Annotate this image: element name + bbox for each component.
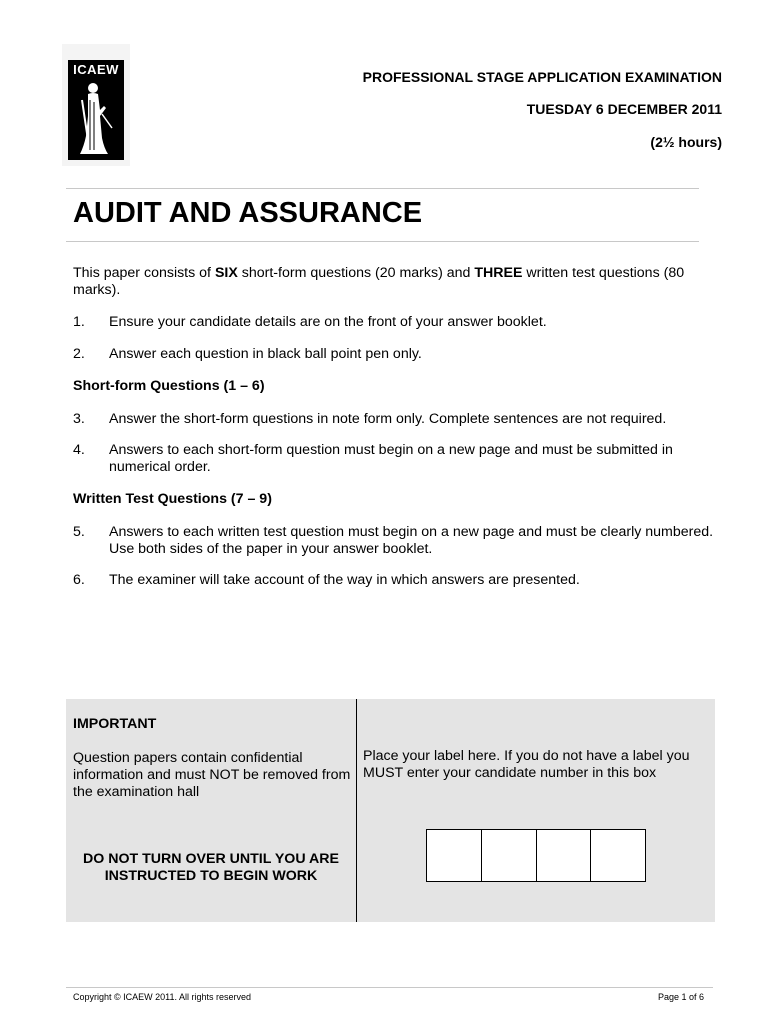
instruction-text: Answer the short-form questions in note form only. Complete sentences are not required. bbox=[109, 411, 667, 427]
important-heading: IMPORTANT bbox=[73, 716, 157, 732]
intro-text-2: short-form questions (20 marks) and bbox=[237, 265, 475, 281]
candidate-number-boxes bbox=[426, 829, 646, 882]
do-not-turn-over-warning: DO NOT TURN OVER UNTIL YOU ARE INSTRUCTED TO BEGIN WORK bbox=[83, 851, 339, 884]
paper-title: AUDIT AND ASSURANCE bbox=[73, 197, 423, 229]
instruction-number: 6. bbox=[73, 572, 85, 588]
instruction-text: Answers to each written test question must begin on a new page and must be clearly numbered. Use both sides of the paper in your answer booklet. bbox=[109, 524, 714, 557]
icaew-logo bbox=[62, 44, 130, 166]
intro-text-1: This paper consists of bbox=[73, 265, 215, 281]
intro-paragraph bbox=[73, 265, 723, 299]
box-divider bbox=[356, 699, 357, 922]
label-instructions: Place your label here. If you do not have a label you MUST enter your candidate number in this box bbox=[363, 748, 690, 781]
intro-six: SIX bbox=[214, 265, 238, 281]
intro-three: THREE bbox=[474, 265, 523, 281]
instruction-text: Answer each question in black ball point pen only. bbox=[109, 346, 422, 362]
figure-emblem-icon bbox=[76, 80, 116, 158]
important-box bbox=[66, 699, 715, 922]
candidate-digit-field[interactable] bbox=[427, 830, 482, 881]
page-number: Page 1 of 6 bbox=[657, 992, 704, 1002]
instruction-text: Ensure your candidate details are on the front of your answer booklet. bbox=[109, 314, 547, 330]
title-rule-top bbox=[66, 188, 699, 189]
exam-name: PROFESSIONAL STAGE APPLICATION EXAMINATION bbox=[362, 69, 722, 85]
logo-panel bbox=[68, 60, 124, 160]
short-form-heading: Short-form Questions (1 – 6) bbox=[73, 378, 265, 394]
instruction-number: 3. bbox=[73, 411, 85, 427]
title-rule-bottom bbox=[66, 241, 699, 242]
instruction-number: 4. bbox=[73, 442, 85, 458]
candidate-digit-field[interactable] bbox=[591, 830, 645, 881]
instruction-number: 5. bbox=[73, 524, 85, 540]
instruction-text: Answers to each short-form question must begin on a new page and must be submitted in numerical order. bbox=[109, 442, 673, 475]
intro-text-3: written test questions (80 marks). bbox=[73, 265, 685, 298]
instruction-text: The examiner will take account of the way in which answers are presented. bbox=[109, 572, 580, 588]
exam-date: TUESDAY 6 DECEMBER 2011 bbox=[526, 101, 722, 117]
candidate-digit-field[interactable] bbox=[482, 830, 537, 881]
logo-text: ICAEW bbox=[73, 62, 119, 77]
footer-rule bbox=[66, 987, 713, 988]
copyright: Copyright © ICAEW 2011. All rights reserved bbox=[73, 992, 252, 1002]
instruction-number: 2. bbox=[73, 346, 85, 362]
written-test-heading: Written Test Questions (7 – 9) bbox=[73, 491, 272, 507]
exam-duration: (2½ hours) bbox=[650, 134, 722, 150]
important-body: Question papers contain confidential information and must NOT be removed from the examination hall bbox=[73, 750, 351, 800]
candidate-digit-field[interactable] bbox=[537, 830, 592, 881]
instruction-number: 1. bbox=[73, 314, 85, 330]
